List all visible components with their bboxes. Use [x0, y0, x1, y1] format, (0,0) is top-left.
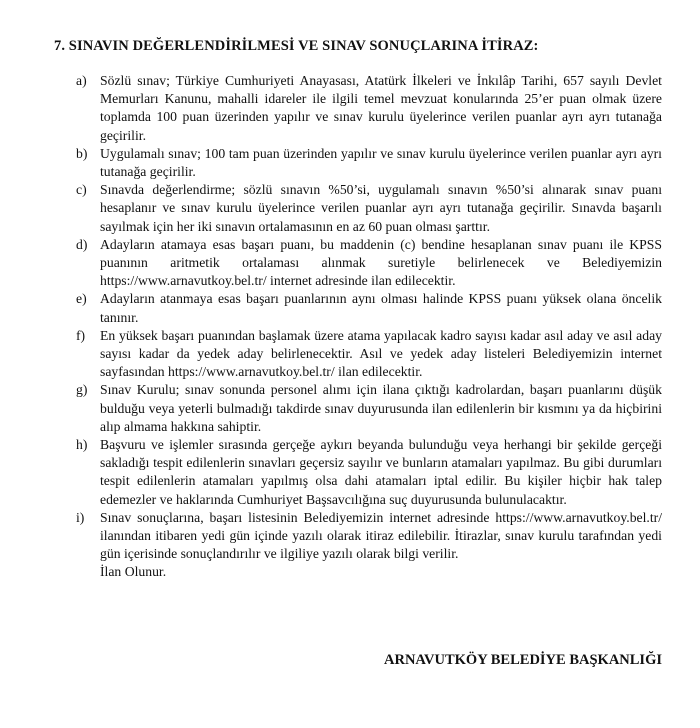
- item-text: Sözlü sınav; Türkiye Cumhuriyeti Anayasası, Atatürk İlkeleri ve İnkılâp Tarihi, 657 sayılı Devlet Memurları Kanunu, mahalli idareler ile ilgili temel mevzuat konularında 25’er puan olmak üzere toplamda 100 puan üzerinden yapılır ve sınav kurulu üyelerince verilen puanlar ayrı ayrı tutanağa geçirilir.: [100, 73, 662, 143]
- list-item-b: [0, 145, 700, 181]
- list-item-c: [0, 181, 700, 236]
- signature-authority: ARNAVUTKÖY BELEDİYE BAŞKANLIĞI: [384, 652, 662, 668]
- item-text: Sınav sonuçlarına, başarı listesinin Belediyemizin internet adresinde https://www.arnavutkoy.bel.tr/ ilanından itibaren yedi gün içinde yazılı olarak itiraz edilebilir. İtirazlar, sınav kurulu tarafından yedi gün içerisinde sonuçlandırılır ve ilgiliye yazılı olarak bilgi verilir.: [100, 509, 662, 562]
- list-item-i: [0, 509, 700, 564]
- item-text: Adayların atamaya esas başarı puanı, bu maddenin (c) bendine hesaplanan sınav puanı ile KPSS puanının aritmetik ortalaması alınmak suretiyle belirlenecek ve Belediyemizin https://www.arnavutkoy.bel.tr/ internet adresinde ilan edilecektir.: [100, 236, 662, 289]
- list-item-h: [0, 436, 700, 509]
- item-text: Sınavda değerlendirme; sözlü sınavın %50’si, uygulamalı sınavın %50’si alınarak sınav puanı hesaplanır ve sınav kurulu üyelerince verilen puanlar ayrı ayrı tutanağa geçirilir. Sınavda başarılı sayılmak için her iki sınavın ortalamasının en az 60 puan olması şarttır.: [100, 182, 662, 234]
- list-item-e: [0, 290, 700, 326]
- closing-line: İlan Olunur.: [100, 564, 167, 580]
- list-item-g: [0, 381, 700, 436]
- item-letter: i): [76, 509, 85, 525]
- item-letter: d): [76, 236, 88, 252]
- item-letter: f): [76, 327, 86, 343]
- item-letter: c): [76, 182, 87, 198]
- item-letter: e): [76, 291, 87, 307]
- item-text: Adayların atanmaya esas başarı puanlarının aynı olması halinde KPSS puanı yüksek olana öncelik tanınır.: [100, 291, 662, 325]
- item-text: Uygulamalı sınav; 100 tam puan üzerinden yapılır ve sınav kurulu üyelerince verilen puanlar ayrı ayrı tutanağa geçirilir.: [100, 145, 662, 180]
- section-heading: 7. SINAVIN DEĞERLENDİRİLMESİ VE SINAV SONUÇLARINA İTİRAZ:: [54, 38, 539, 54]
- list-item-a: [0, 72, 700, 145]
- item-text: Sınav Kurulu; sınav sonunda personel alımı için ilana çıktığı kadrolardan, başarı puanlarını düşük bulduğu veya yeterli bulmadığı takdirde sınav duyurusunda ilan edilenlerin bir kısmını ya da hiçbirini alıp almama hakkına sahiptir.: [100, 382, 662, 434]
- item-letter: b): [76, 145, 88, 161]
- item-text: En yüksek başarı puanından başlamak üzere atama yapılacak kadro sayısı kadar asıl aday ve asıl aday sayısı kadar da yedek aday belirlenecektir. Asıl ve yedek aday listeleri Belediyemizin internet sayfasından https://www.arnavutkoy.bel.tr/ ilan edilecektir.: [100, 327, 662, 380]
- item-letter: h): [76, 437, 88, 453]
- item-letter: g): [76, 382, 88, 398]
- list-item-f: [0, 327, 700, 382]
- evaluation-list: [0, 72, 700, 582]
- item-text: Başvuru ve işlemler sırasında gerçeğe aykırı beyanda bulunduğu veya herhangi bir şekilde gerçeği sakladığı tespit edilenlerin sınavları geçersiz sayılır ve bunların atamaları yapılmaz. Bu gibi durumları tespit edilenlerin atamaları yapılmış olsa dahi atamaları iptal edilir. Bu kişiler hiçbir hak talep edemezler ve haklarında Cumhuriyet Başsavcılığına suç duyurusunda bulunulacaktır.: [100, 437, 662, 507]
- item-letter: a): [76, 73, 87, 88]
- list-item-d: [0, 236, 700, 291]
